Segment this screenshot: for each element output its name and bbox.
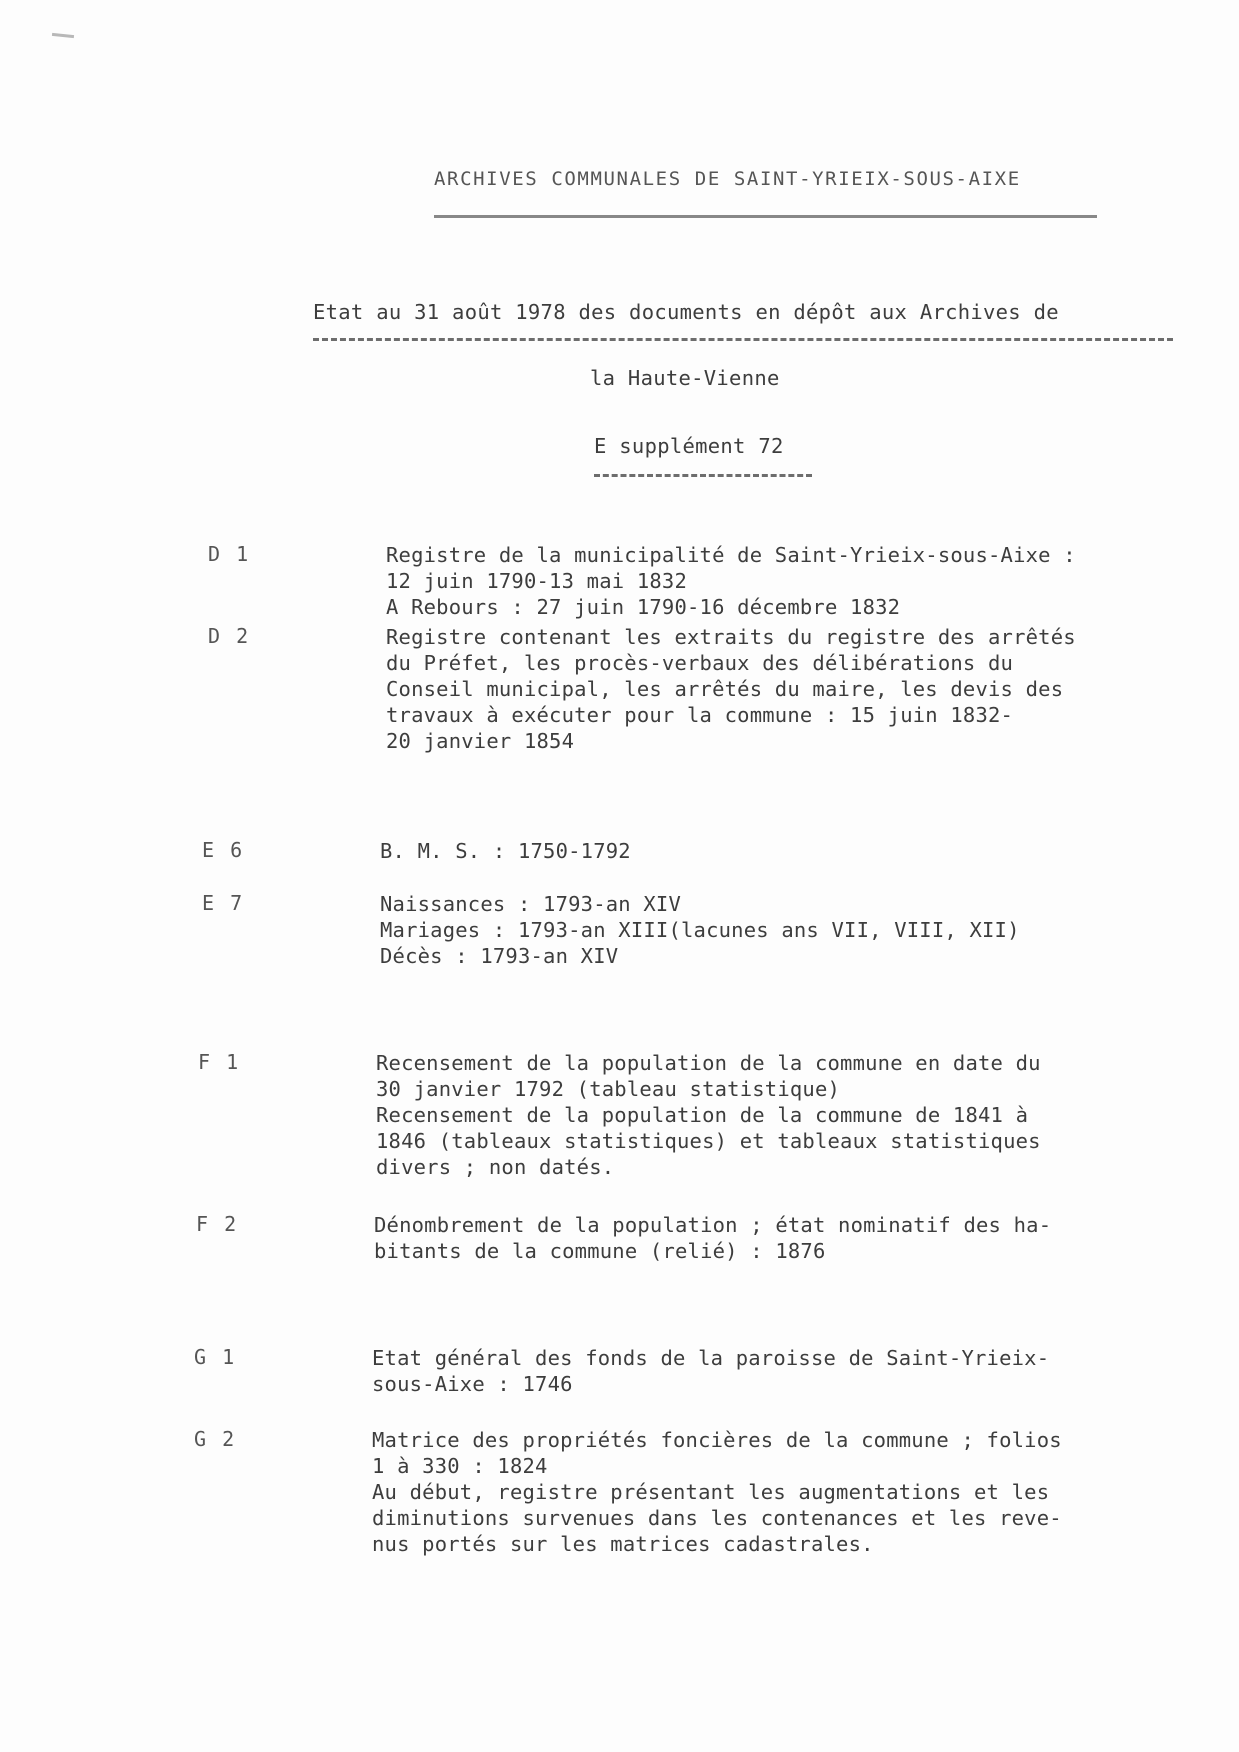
scan-mark [52, 33, 74, 38]
entry-description [380, 891, 1020, 969]
entry-line: Au début, registre présentant les augmentations et les [372, 1480, 1050, 1504]
state-line-1: Etat au 31 août 1978 des documents en dépôt aux Archives de [313, 300, 1059, 324]
entry-line: 1 à 330 : 1824 [372, 1454, 548, 1478]
entry-description [372, 1427, 1062, 1557]
entry-description [386, 542, 1076, 620]
title-underline [434, 215, 1097, 218]
entry-code: E 6 [202, 838, 245, 862]
entry-line: Registre contenant les extraits du registre des arrêtés [386, 625, 1076, 649]
entry-description [372, 1345, 1049, 1397]
entry-line: Registre de la municipalité de Saint-Yrieix-sous-Aixe : [386, 543, 1076, 567]
entry-code: D 1 [208, 542, 251, 566]
entry-line: travaux à exécuter pour la commune : 15 juin 1832- [386, 703, 1014, 727]
entry-line: Recensement de la population de la commune de 1841 à [376, 1103, 1029, 1127]
entry-code: G 1 [194, 1345, 237, 1369]
entry-code: E 7 [202, 891, 245, 915]
entry-description [380, 838, 631, 864]
entry-line: sous-Aixe : 1746 [372, 1372, 573, 1396]
entry-code: G 2 [194, 1427, 237, 1451]
entry-line: 1846 (tableaux statistiques) et tableaux statistiques [376, 1129, 1041, 1153]
entry-line: divers ; non datés. [376, 1155, 615, 1179]
entry-line: B. M. S. : 1750-1792 [380, 839, 631, 863]
state-line-2: la Haute-Vienne [590, 366, 780, 390]
entry-line: nus portés sur les matrices cadastrales. [372, 1532, 874, 1556]
entry-line: 12 juin 1790-13 mai 1832 [386, 569, 688, 593]
entry-line: 30 janvier 1792 (tableau statistique) [376, 1077, 841, 1101]
entry-line: 20 janvier 1854 [386, 729, 575, 753]
entry-line: A Rebours : 27 juin 1790-16 décembre 1832 [386, 595, 901, 619]
entry-line: Naissances : 1793-an XIV [380, 892, 682, 916]
entry-line: diminutions survenues dans les contenances et les reve- [372, 1506, 1062, 1530]
entry-line: Mariages : 1793-an XIII(lacunes ans VII, VIII, XII) [380, 918, 1020, 942]
entry-description [376, 1050, 1041, 1180]
entry-line: Etat général des fonds de la paroisse de Saint-Yrieix- [372, 1346, 1050, 1370]
entry-description [374, 1212, 1051, 1264]
supplement-underline [594, 474, 812, 477]
state-underline [313, 338, 1173, 341]
supplement-label: E supplément 72 [594, 434, 784, 458]
entry-code: F 1 [198, 1050, 241, 1074]
archive-title: ARCHIVES COMMUNALES DE SAINT-YRIEIX-SOUS-AIXE [434, 168, 1021, 190]
entry-line: du Préfet, les procès-verbaux des délibérations du [386, 651, 1014, 675]
entry-line: Décès : 1793-an XIV [380, 944, 619, 968]
entry-code: D 2 [208, 624, 251, 648]
entry-line: bitants de la commune (relié) : 1876 [374, 1239, 826, 1263]
entry-line: Conseil municipal, les arrêtés du maire, les devis des [386, 677, 1064, 701]
entry-line: Dénombrement de la population ; état nominatif des ha- [374, 1213, 1052, 1237]
entry-code: F 2 [196, 1212, 239, 1236]
entry-line: Recensement de la population de la commune en date du [376, 1051, 1041, 1075]
entry-description [386, 624, 1076, 754]
entry-line: Matrice des propriétés foncières de la commune ; folios [372, 1428, 1062, 1452]
